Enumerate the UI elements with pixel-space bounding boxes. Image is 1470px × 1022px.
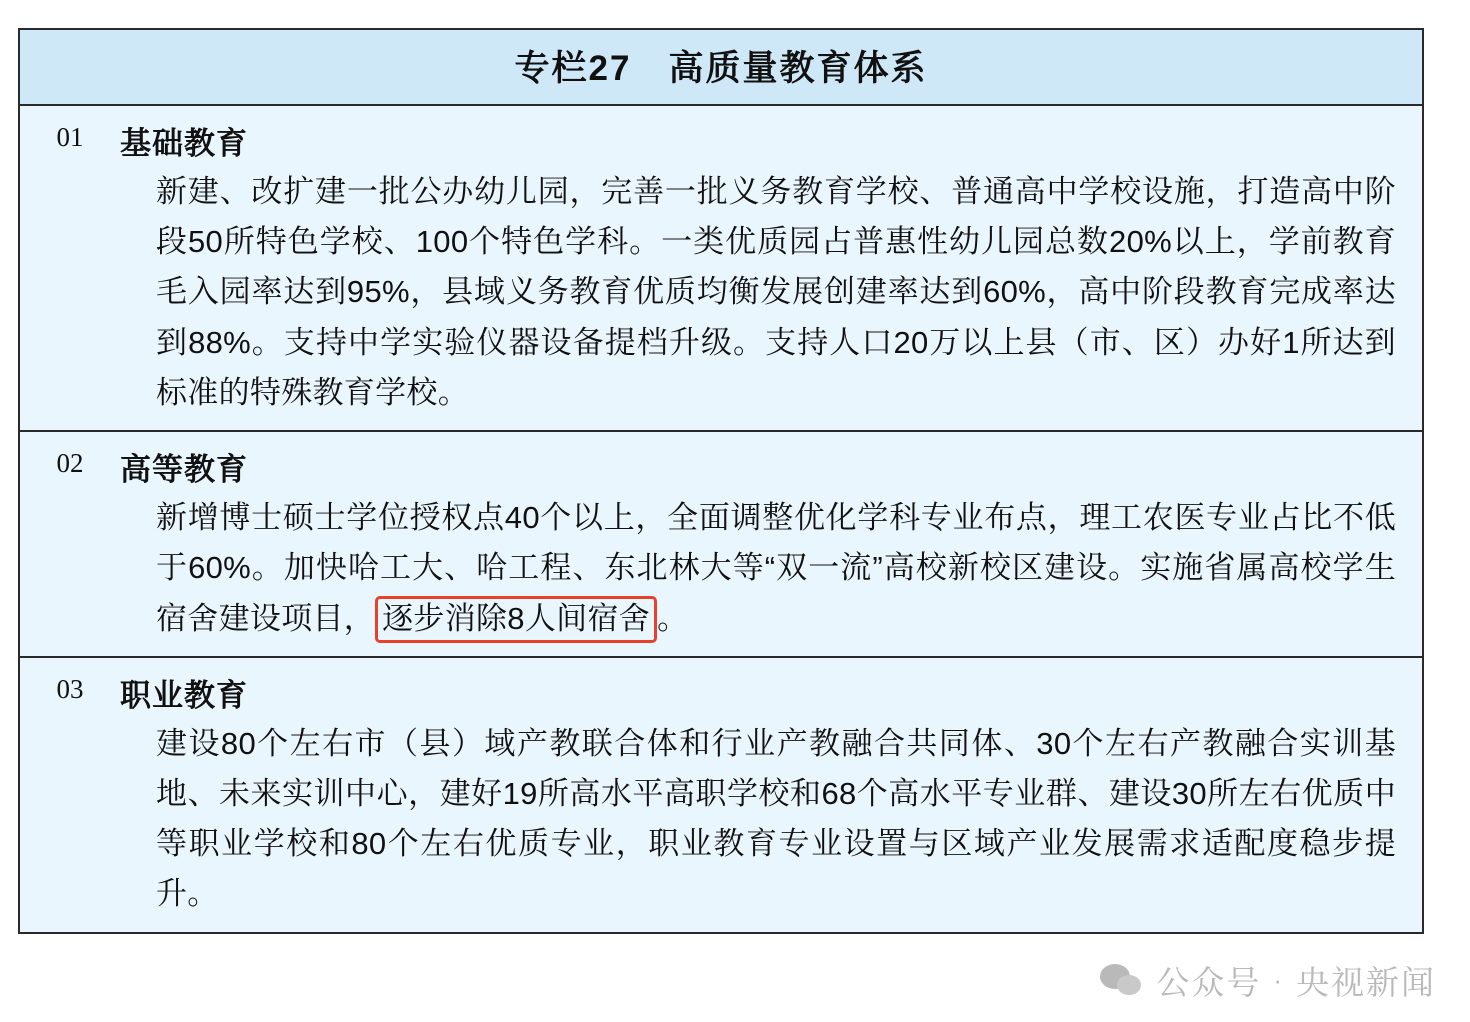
highlighted-phrase: 逐步消除8人间宿舍 xyxy=(375,596,657,644)
row-body-text: 建设80个左右市（县）域产教联合体和行业产教融合共同体、30个左右产教融合实训基地、未来实训中心，建好19所高水平高职学校和68个高水平专业群、建设30所左右优质中等职业学校和80个左右优质专业，职业教育专业设置与区域产业发展需求适配度稳步提升。 xyxy=(156,725,1396,912)
wechat-icon xyxy=(1100,963,1144,999)
row-body xyxy=(20,165,1422,418)
row-body-text: 新建、改扩建一批公办幼儿园，完善一批义务教育学校、普通高中学校设施，打造高中阶段50所特色学校、100个特色学科。一类优质园占普惠性幼儿园总数20%以上，学前教育毛入园率达到95%，县域义务教育优质均衡发展创建率达到60%，高中阶段教育完成率达到88%。支持中学实验仪器设备提档升级。支持人口20万以上县（市、区）办好1所达到标准的特殊教育学校。 xyxy=(156,174,1396,410)
row-number: 01 xyxy=(56,122,84,152)
row-body xyxy=(20,717,1422,920)
row-body xyxy=(20,491,1422,644)
row-number: 02 xyxy=(56,448,84,479)
table-row xyxy=(20,432,1422,658)
row-body-text-tail: 。 xyxy=(657,600,689,636)
column-table xyxy=(18,28,1424,934)
row-body-text: 新增博士硕士学位授权点40个以上，全面调整优化学科专业布点，理工农医专业占比不低于60%。加快哈工大、哈工程、东北林大等“双一流”高校新校区建设。实施省属高校学生宿舍建设项目， xyxy=(156,500,1396,636)
table-row xyxy=(20,106,1422,432)
row-heading: 高等教育 xyxy=(120,452,248,488)
watermark-account: 央视新闻 xyxy=(1296,964,1436,1001)
row-header xyxy=(20,666,1422,717)
row-header xyxy=(20,440,1422,491)
table-row xyxy=(20,658,1422,932)
watermark xyxy=(1100,957,1436,1004)
row-heading: 基础教育 xyxy=(120,126,248,161)
watermark-separator: · xyxy=(1273,965,1284,995)
watermark-prefix: 公众号 xyxy=(1156,964,1262,1001)
row-heading: 职业教育 xyxy=(120,677,248,713)
row-header xyxy=(20,114,1422,165)
row-number: 03 xyxy=(56,673,84,704)
table-title: 专栏27 高质量教育体系 xyxy=(20,30,1422,106)
